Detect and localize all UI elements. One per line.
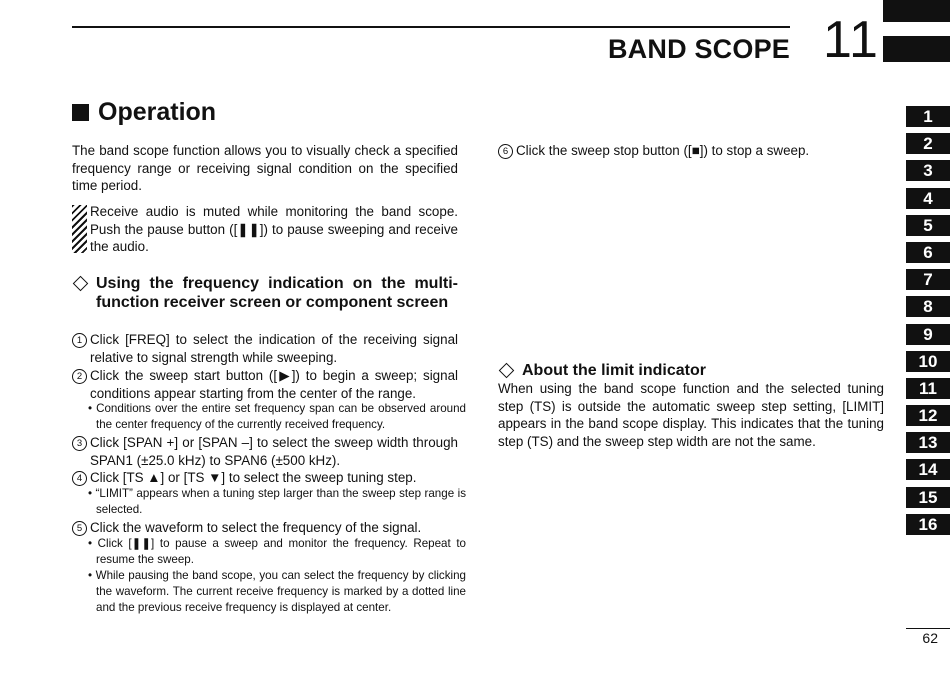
step-number: 1 [72,333,87,348]
chapter-tab-15[interactable]: 15 [906,487,950,508]
chapter-tab-9[interactable]: 9 [906,324,950,345]
step-3 [72,434,458,469]
chapter-tab-7[interactable]: 7 [906,269,950,290]
step-number: 4 [72,471,87,486]
step-5-bullet-pause: • Click [❚❚] to pause a sweep and monitor the frequency. Repeat to resume the sweep. [88,537,466,566]
intro-paragraph: The band scope function allows you to visually check a specified frequency range or receiving signal condition on the specified time period. [72,143,458,193]
chapter-tab-5[interactable]: 5 [906,215,950,236]
step-text: Click the sweep start button ([▶]) to begin a sweep; signal conditions appear starting from the center of the range. [90,368,458,401]
chapter-tab-1[interactable]: 1 [906,106,950,127]
subsection-heading-text: About the limit indicator [522,362,706,379]
step-text: Click [FREQ] to select the indication of the receiving signal relative to signal strength while sweeping. [90,332,458,365]
step-4-bullet: • “LIMIT” appears when a tuning step larger than the sweep step range is selected. [88,487,466,516]
step-number: 6 [498,144,513,159]
header-rule [72,26,790,28]
diamond-icon [499,363,515,379]
page-number: 62 [922,630,938,646]
chapter-tab-4[interactable]: 4 [906,188,950,209]
step-text: Click the waveform to select the frequency of the signal. [90,520,422,535]
section-heading [72,98,216,127]
chapter-tab-16[interactable]: 16 [906,514,950,535]
subsection-heading-frequency-indication [72,274,458,312]
diamond-icon [73,276,89,292]
step-number: 5 [72,521,87,536]
note-hatch-icon [72,205,87,253]
square-bullet-icon [72,104,89,121]
page-number-rule [906,628,950,629]
step-2 [72,367,458,402]
chapter-tab-13[interactable]: 13 [906,432,950,453]
step-1 [72,331,458,366]
chapter-tab-11[interactable]: 11 [906,378,950,399]
subsection-heading-limit-indicator [498,361,706,380]
chapter-tab-14[interactable]: 14 [906,459,950,480]
step-text: Click the sweep stop button ([■]) to stop a sweep. [516,143,810,158]
chapter-tab-10[interactable]: 10 [906,351,950,372]
chapter-tab-6[interactable]: 6 [906,242,950,263]
step-number: 2 [72,369,87,384]
note-block [72,203,458,256]
step-text: Click [SPAN +] or [SPAN –] to select the sweep width through SPAN1 (±25.0 kHz) to SPAN6 (±500 kHz). [90,435,458,468]
header-block-top [883,0,950,22]
step-5 [72,519,458,537]
section-heading-text: Operation [98,98,217,126]
limit-indicator-paragraph: When using the band scope function and the selected tuning step (TS) is outside the automatic sweep step setting, [LIMIT] appears in the band scope display. This indicates that the tuning step (TS) and the sweep step width are not the same. [498,381,884,449]
note-text: Receive audio is muted while monitoring the band scope. Push the pause button ([❚❚]) to pause sweeping and receive the audio. [90,204,458,254]
chapter-tab-8[interactable]: 8 [906,296,950,317]
chapter-tabs [906,106,950,541]
step-6 [498,142,884,160]
chapter-tab-12[interactable]: 12 [906,405,950,426]
step-text: Click [TS ▲] or [TS ▼] to select the sweep tuning step. [90,470,417,485]
chapter-number: 11 [823,11,879,69]
step-5-bullet-select: • While pausing the band scope, you can select the frequency by clicking the waveform. The current receive frequency is marked by a dotted line and the previous receive frequency is displayed at center. [88,569,466,614]
step-number: 3 [72,436,87,451]
step-2-bullet: • Conditions over the entire set frequency span can be observed around the center frequency of the currently received frequency. [88,402,466,431]
chapter-tab-3[interactable]: 3 [906,160,950,181]
chapter-title: BAND SCOPE [607,34,790,64]
header-block-bottom [883,36,950,62]
step-4 [72,469,458,487]
subsection-heading-text: Using the frequency indication on the multi-function receiver screen or component screen [96,275,458,311]
chapter-tab-2[interactable]: 2 [906,133,950,154]
